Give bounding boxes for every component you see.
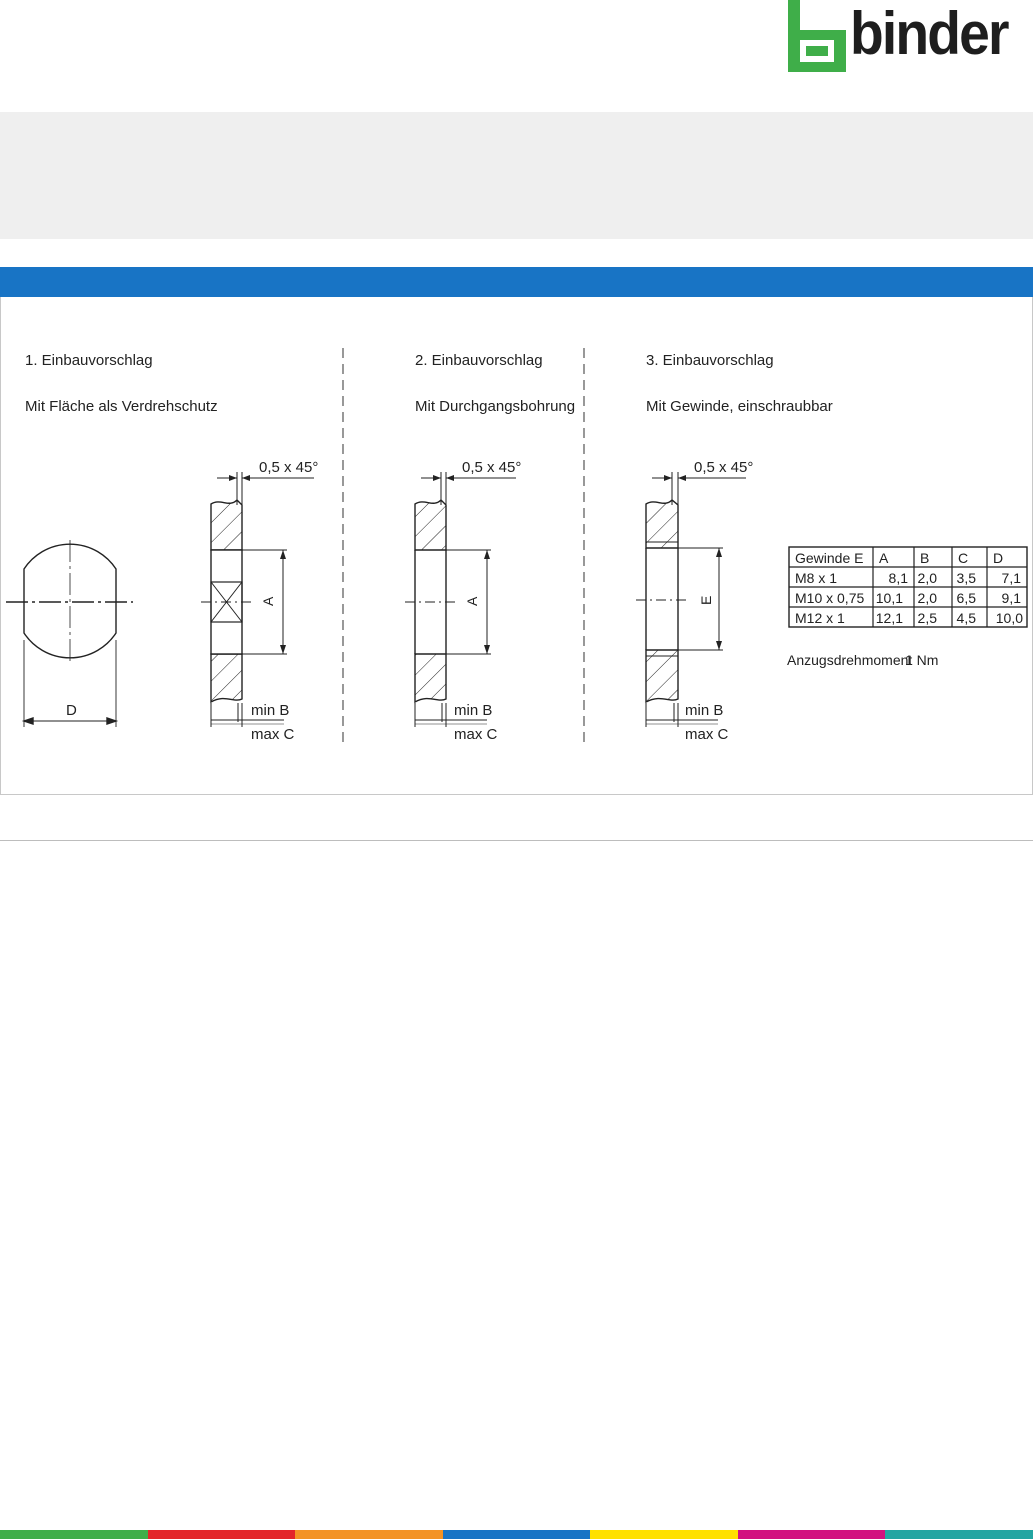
- max-c-label-1: max C: [251, 726, 295, 743]
- binder-logo-wordmark: binder: [850, 0, 1008, 67]
- table-header-c: C: [958, 550, 969, 566]
- table-cell: 10,1: [875, 590, 903, 606]
- table-cell: M8 x 1: [795, 570, 838, 586]
- header-band: [0, 112, 1033, 239]
- proposal-2-subtitle: Mit Durchgangsbohrung: [415, 398, 576, 415]
- table-cell: 2,5: [917, 610, 937, 626]
- stripe-segment: [443, 1530, 591, 1539]
- min-b-label-2: min B: [454, 702, 493, 719]
- torque-value: 1 Nm: [905, 652, 939, 668]
- dim-d-label: D: [66, 702, 77, 719]
- table-cell: 3,5: [956, 570, 976, 586]
- table-header-b: B: [920, 550, 930, 566]
- table-cell: 9,1: [1001, 590, 1021, 606]
- table-cell: M12 x 1: [795, 610, 845, 626]
- table-cell: 10,0: [995, 610, 1023, 626]
- binder-logo-mark-icon: [788, 0, 846, 72]
- stripe-segment: [0, 1530, 148, 1539]
- stripe-segment: [295, 1530, 443, 1539]
- table-cell: M10 x 0,75: [795, 590, 865, 606]
- proposal-1-section: [201, 472, 314, 727]
- table-cell: 4,5: [956, 610, 976, 626]
- stripe-segment: [885, 1530, 1033, 1539]
- chamfer-label-1: 0,5 x 45°: [259, 459, 319, 476]
- table-cell: 8,1: [888, 570, 908, 586]
- table-cell: 7,1: [1001, 570, 1021, 586]
- table-header-gewinde: Gewinde E: [795, 550, 864, 566]
- installation-drawing: [0, 297, 1033, 795]
- dim-a-label-1: A: [260, 596, 276, 606]
- proposal-1-subtitle: Mit Fläche als Verdrehschutz: [25, 398, 218, 415]
- proposal-1-heading: 1. Einbauvorschlag: [25, 352, 153, 369]
- min-b-label-1: min B: [251, 702, 290, 719]
- stripe-segment: [738, 1530, 886, 1539]
- proposal-3-heading: 3. Einbauvorschlag: [646, 352, 774, 369]
- proposal-2-heading: 2. Einbauvorschlag: [415, 352, 543, 369]
- chamfer-label-2: 0,5 x 45°: [462, 459, 522, 476]
- table-cell: 6,5: [956, 590, 976, 606]
- table-cell: 2,0: [917, 570, 937, 586]
- thread-dimension-table: [789, 547, 1027, 627]
- chamfer-label-3: 0,5 x 45°: [694, 459, 754, 476]
- table-cell: 12,1: [875, 610, 903, 626]
- proposal-2-section: [405, 472, 516, 727]
- section-divider: [0, 840, 1033, 841]
- table-header-d: D: [993, 550, 1004, 566]
- min-b-label-3: min B: [685, 702, 724, 719]
- stripe-segment: [590, 1530, 738, 1539]
- table-cell: 2,0: [917, 590, 937, 606]
- proposal-3-subtitle: Mit Gewinde, einschraubbar: [646, 398, 833, 415]
- max-c-label-2: max C: [454, 726, 498, 743]
- proposal-1-front-view: [6, 540, 133, 727]
- max-c-label-3: max C: [685, 726, 729, 743]
- section-header-bar: [0, 267, 1033, 297]
- torque-label: Anzugsdrehmoment: [787, 652, 913, 668]
- stripe-segment: [148, 1530, 296, 1539]
- binder-logo: [786, 0, 1018, 74]
- dim-a-label-2: A: [464, 596, 480, 606]
- footer-color-stripe: [0, 1530, 1033, 1539]
- table-header-a: A: [879, 550, 889, 566]
- installation-drawing-svg: [1, 297, 1032, 794]
- proposal-3-section: [636, 472, 746, 727]
- dim-e-label: E: [698, 595, 714, 605]
